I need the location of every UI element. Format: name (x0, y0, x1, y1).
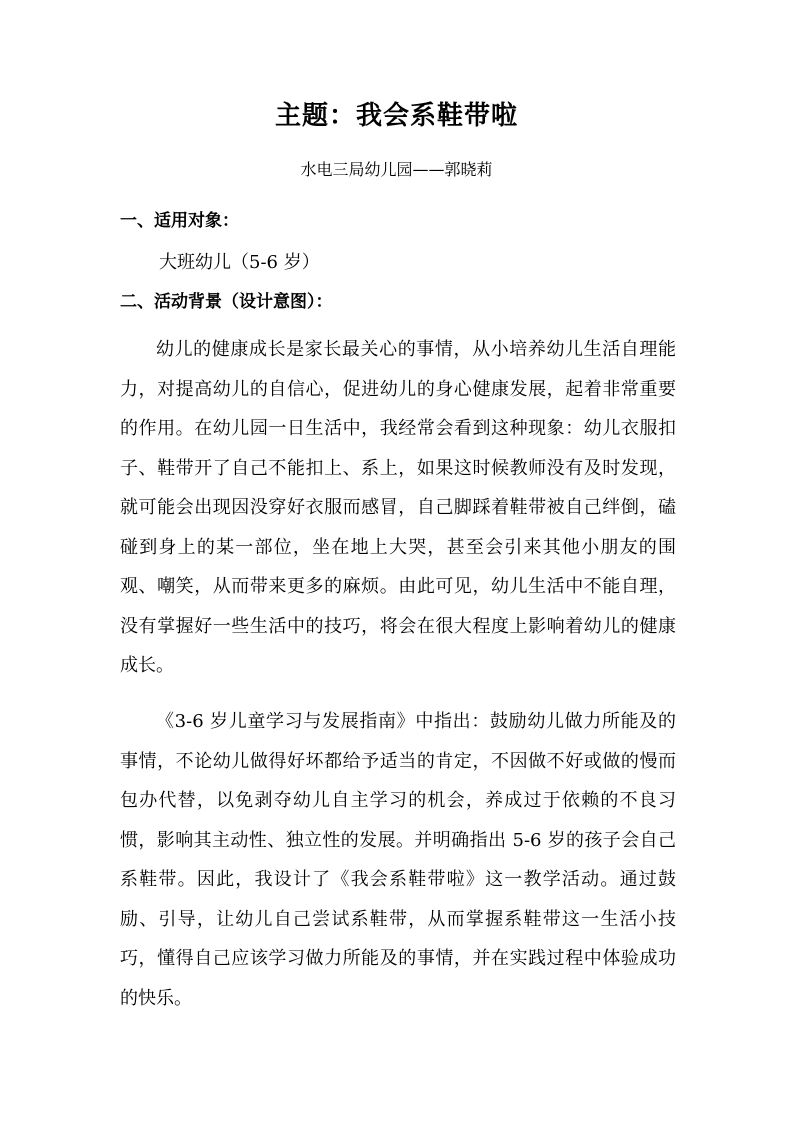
target-audience-text: 大班幼儿（5-6 岁） (159, 252, 320, 273)
section-heading-target: 一、适用对象： (120, 211, 239, 231)
section-heading-background: 二、活动背景（设计意图）： (120, 292, 333, 312)
document-title: 主题：我会系鞋带啦 (274, 101, 518, 131)
background-paragraph-2: 《3-6 岁儿童学习与发展指南》中指出：鼓励幼儿做力所能及的事情，不论幼儿做得好坏都给予适当的肯定，不因做不好或做的慢而包办代替，以免剥夺幼儿自主学习的机会，养成过于依赖的不良习惯，影响其主动性、独立性的发展。并明确指出 5-6 岁的孩子会自己系鞋带。因此，我设计了《我会系鞋带啦》这一教学活动。通过鼓励、引导，让幼儿自己尝试系鞋带，从而掌握系鞋带这一生活小技巧，懂得自己应该学习做力所能及的事情，并在实践过程中体验成功的快乐。 (120, 711, 676, 1009)
background-paragraph-1: 幼儿的健康成长是家长最关心的事情，从小培养幼儿生活自理能力，对提高幼儿的自信心，促进幼儿的身心健康发展，起着非常重要的作用。在幼儿园一日生活中，我经常会看到这种现象：幼儿衣服扣子、鞋带开了自己不能扣上、系上，如果这时候教师没有及时发现，就可能会出现因没穿好衣服而感冒，自己脚踩着鞋带被自己绊倒，磕碰到身上的某一部位，坐在地上大哭，甚至会引来其他小朋友的围观、嘲笑，从而带来更多的麻烦。由此可见，幼儿生活中不能自理，没有掌握好一些生活中的技巧，将会在很大程度上影响着幼儿的健康成长。 (120, 339, 676, 676)
document-subtitle: 水电三局幼儿园——郭晓莉 (300, 160, 493, 179)
